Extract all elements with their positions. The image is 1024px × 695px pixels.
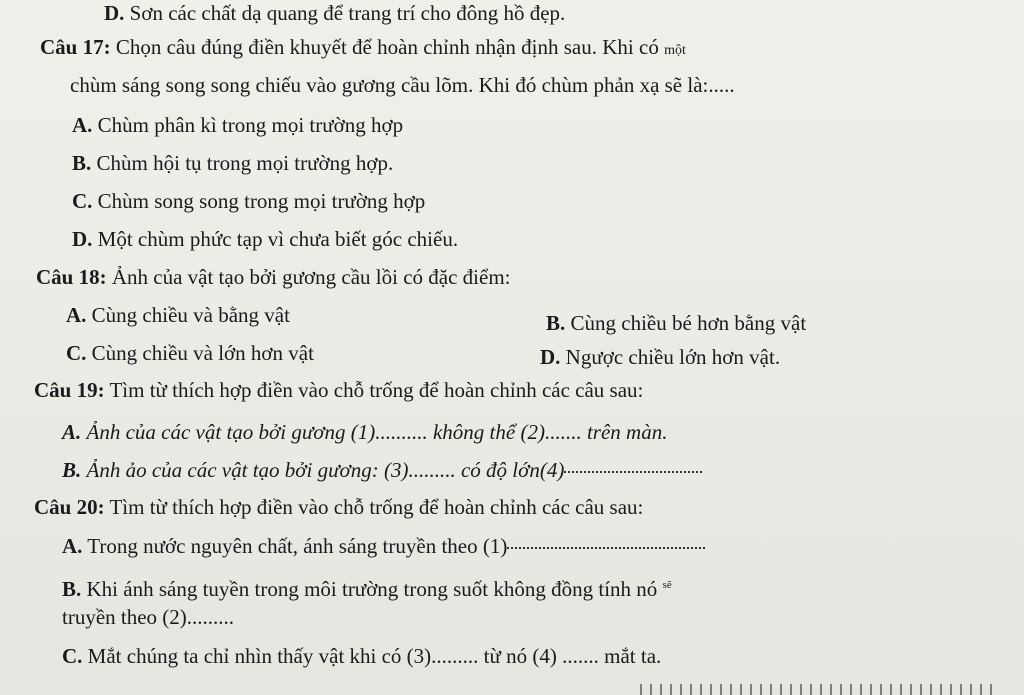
option-letter: D. xyxy=(104,1,125,25)
q17-stem-line-2 xyxy=(70,72,735,98)
option-text: Chùm phân kì trong mọi trường hợp xyxy=(92,113,404,137)
option-letter: B. xyxy=(62,458,82,482)
option-letter: C. xyxy=(72,189,93,213)
q18-stem xyxy=(36,264,511,290)
option-text: Ngược chiều lớn hơn vật. xyxy=(560,345,781,369)
answer-blank xyxy=(564,471,702,473)
fill-text: Trong nước nguyên chất, ánh sáng truyền theo (1) xyxy=(82,534,508,558)
option-letter: B. xyxy=(546,311,566,335)
option-text: Một chùm phức tạp vì chưa biết góc chiếu. xyxy=(92,227,459,251)
question-text-small: một xyxy=(664,43,686,58)
question-text: Ảnh của vật tạo bởi gương cầu lồi có đặc điểm: xyxy=(106,265,511,289)
option-letter: A. xyxy=(72,113,93,137)
fill-text: Ảnh của các vật tạo bởi gương (1).......... không thể (2)....... trên màn. xyxy=(81,420,668,444)
question-text: chùm sáng song song chiếu vào gương cầu lõm. Khi đó chùm phản xạ sẽ là:..... xyxy=(70,73,735,97)
fill-text-small: sẽ xyxy=(662,579,672,591)
q20-stem xyxy=(34,494,643,520)
option-letter: A. xyxy=(62,534,83,558)
q17-option-c xyxy=(72,188,425,214)
q18-option-a xyxy=(66,302,290,328)
option-text: Sơn các chất dạ quang để trang trí cho đông hồ đẹp. xyxy=(124,1,566,25)
option-letter: D. xyxy=(72,227,93,251)
q18-option-c xyxy=(66,340,314,366)
q17-option-d xyxy=(72,226,458,252)
q20-line-a xyxy=(62,533,705,559)
question-text: Chọn câu đúng điền khuyết để hoàn chỉnh nhận định sau. Khi có xyxy=(110,35,665,59)
fill-text: Khi ánh sáng tuyền trong môi trường trong suốt không đồng tính nó xyxy=(81,577,663,601)
q16-option-d xyxy=(104,0,565,26)
answer-blank xyxy=(507,547,705,549)
option-text: Cùng chiều và bằng vật xyxy=(86,303,290,327)
q20-line-c xyxy=(62,643,661,669)
question-label: Câu 20: xyxy=(34,495,105,519)
option-letter: C. xyxy=(66,341,87,365)
q17-option-a xyxy=(72,112,403,138)
option-text: Cùng chiều và lớn hơn vật xyxy=(86,341,314,365)
q18-option-b xyxy=(546,310,806,336)
option-letter: A. xyxy=(66,303,87,327)
q20-line-b-continued xyxy=(62,604,234,630)
option-letter: B. xyxy=(72,151,92,175)
option-text: Cùng chiều bé hơn bằng vật xyxy=(565,311,807,335)
question-text: Tìm từ thích hợp điền vào chỗ trống để hoàn chỉnh các câu sau: xyxy=(104,495,644,519)
option-text: Chùm song song trong mọi trường hợp xyxy=(92,189,426,213)
q17-option-b xyxy=(72,150,393,176)
q18-option-d xyxy=(540,344,780,370)
q19-stem xyxy=(34,377,643,403)
q20-line-b xyxy=(62,572,672,602)
question-label: Câu 18: xyxy=(36,265,107,289)
fill-text: Mắt chúng ta chỉ nhìn thấy vật khi có (3)......... từ nó (4) ....... mắt ta. xyxy=(82,644,662,668)
option-letter: C. xyxy=(62,644,83,668)
option-letter: D. xyxy=(540,345,561,369)
question-label: Câu 17: xyxy=(40,35,111,59)
option-letter: A. xyxy=(62,420,82,444)
question-label: Câu 19: xyxy=(34,378,105,402)
option-text: Chùm hội tụ trong mọi trường hợp. xyxy=(91,151,394,175)
q19-line-b xyxy=(62,457,702,483)
question-text: Tìm từ thích hợp điền vào chỗ trống để hoàn chỉnh các câu sau: xyxy=(104,378,644,402)
q17-stem-line-1 xyxy=(40,34,686,64)
option-letter: B. xyxy=(62,577,82,601)
cut-off-text-marks xyxy=(640,684,1000,695)
fill-text: Ảnh ảo của các vật tạo bởi gương: (3)......... có độ lớn(4) xyxy=(81,458,565,482)
fill-text: truyền theo (2)......... xyxy=(62,605,235,629)
q19-line-a xyxy=(62,419,667,445)
